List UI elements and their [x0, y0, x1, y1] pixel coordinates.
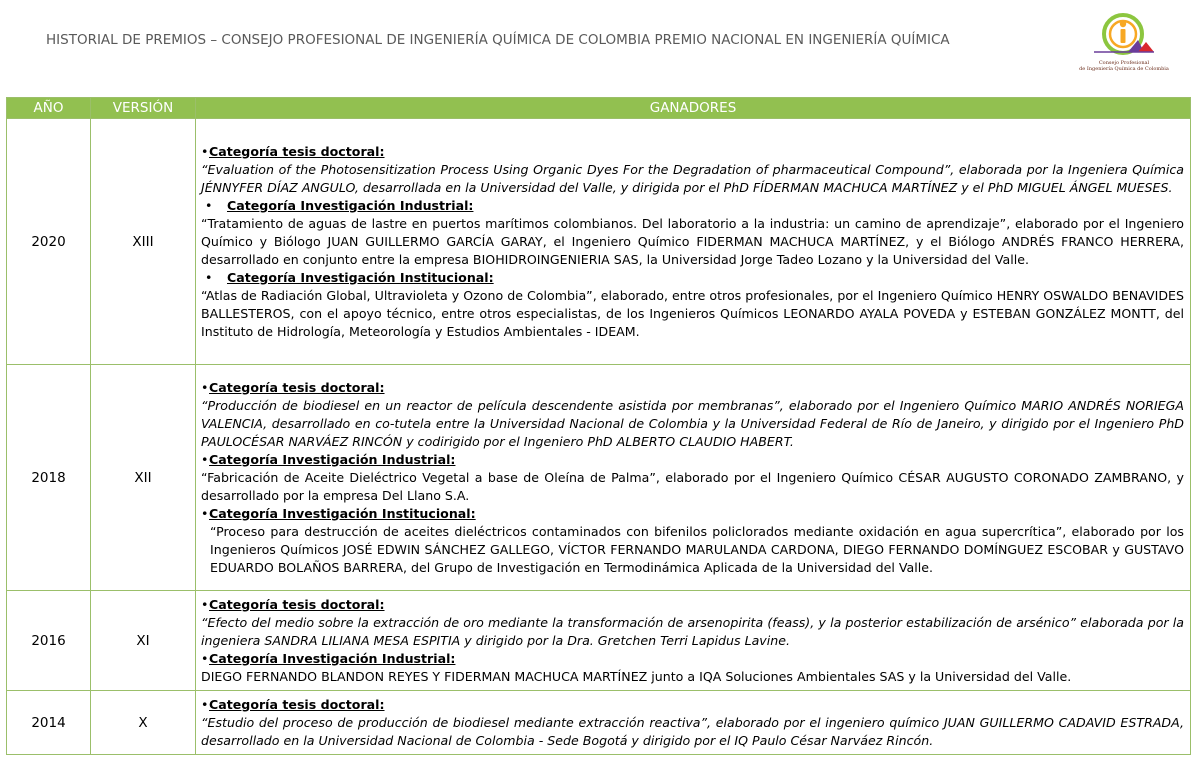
document-header — [0, 0, 1196, 96]
category-item — [201, 696, 1184, 750]
category-title: Categoría Investigación Industrial: — [227, 197, 474, 213]
category-item — [201, 596, 1184, 650]
bullet: • — [201, 505, 209, 521]
category-description: “Efecto del medio sobre la extracción de oro mediante la transformación de arsenopirita (feass), y la posterior estabilización de arsénico” elaborada por la ingeniera SANDRA LILIANA MESA ESPITIA y dirigido por la Dra. Gretchen Terri Lapidus Lavine. — [201, 614, 1184, 648]
year-cell: 2016 — [7, 591, 91, 691]
winners-cell — [196, 691, 1191, 755]
category-item — [201, 379, 1184, 451]
category-description: “Tratamiento de aguas de lastre en puertos marítimos colombianos. Del laboratorio a la industria: un camino de aprendizaje”, elaborado por el Ingeniero Químico y Biólogo JUAN GUILLERMO GARCÍA GARAY, el Ingeniero Químico FIDERMAN MACHUCA MARTÍNEZ, y el Biólogo ANDRÉS FRANCO HERRERA, desarrollado en conjunto entre la empresa BIOHIDROINGENIERIA SAS, la Universidad Jorge Tadeo Lozano y la Universidad del Valle. — [201, 215, 1184, 267]
category-item — [201, 269, 1184, 341]
year-cell: 2018 — [7, 365, 91, 591]
bullet: • — [201, 451, 209, 467]
category-description: “Producción de biodiesel en un reactor de película descendente asistida por membranas”, elaborado por el Ingeniero Químico MARIO ANDRÉS NORIEGA VALENCIA, desarrollado en co-tutela entre la Universidad Nacional de Colombia y la Universidad Federal de Río de Janeiro, y dirigido por el Ingeniero PhD PAULOCÉSAR NARVÁEZ RINCÓN y codirigido por el Ingeniero PhD ALBERTO CLAUDIO HABERT. — [201, 397, 1184, 449]
category-item — [201, 650, 1184, 686]
bullet: • — [201, 696, 209, 712]
bullet: • — [201, 596, 209, 612]
category-title: Categoría Investigación Industrial: — [209, 451, 456, 467]
category-title: Categoría Investigación Institucional: — [209, 505, 476, 521]
table-row — [7, 591, 1191, 691]
year-cell: 2020 — [7, 119, 91, 365]
category-title: Categoría tesis doctoral: — [209, 696, 385, 712]
cpiq-logo-icon — [1084, 12, 1164, 60]
winners-cell — [196, 365, 1191, 591]
bullet: • — [205, 269, 213, 285]
table-row — [7, 119, 1191, 365]
category-item — [201, 197, 1184, 269]
category-description: “Atlas de Radiación Global, Ultravioleta y Ozono de Colombia”, elaborado, entre otros profesionales, por el Ingeniero Químico HENRY OSWALDO BENAVIDES BALLESTEROS, con el apoyo técnico, entre otros especialistas, de los Ingenieros Químicos LEONARDO AYALA POVEDA y ESTEBAN GONZÁLEZ MONTT, del Instituto de Hidrología, Meteorología y Estudios Ambientales - IDEAM. — [201, 287, 1184, 339]
logo-text-line-1: Consejo Profesional — [1098, 60, 1150, 66]
category-title: Categoría tesis doctoral: — [209, 143, 385, 159]
document-title: HISTORIAL DE PREMIOS – CONSEJO PROFESIONAL DE INGENIERÍA QUÍMICA DE COLOMBIA PREMIO NACIONAL EN INGENIERÍA QUÍMICA — [46, 32, 950, 48]
category-description: DIEGO FERNANDO BLANDON REYES Y FIDERMAN MACHUCA MARTÍNEZ junto a IQA Soluciones Ambientales SAS y la Universidad del Valle. — [201, 668, 1072, 684]
bullet: • — [201, 650, 209, 666]
header-version: VERSIÓN — [91, 98, 196, 119]
category-description: “Proceso para destrucción de aceites dieléctricos contaminados con bifenilos policlorados mediante oxidación en agua supercrítica”, elaborado por los Ingenieros Químicos JOSÉ EDWIN SÁNCHEZ GALLEGO, VÍCTOR FERNANDO MARULANDA CARDONA, DIEGO FERNANDO DOMÍNGUEZ ESCOBAR y GUSTAVO EDUARDO BOLAÑOS BARRERA, del Grupo de Investigación en Termodinámica Aplicada de la Universidad del Valle. — [210, 523, 1184, 575]
category-item — [201, 451, 1184, 505]
winners-cell — [196, 119, 1191, 365]
cpiq-logo — [1068, 12, 1180, 80]
logo-text — [1068, 60, 1180, 72]
version-cell: XI — [91, 591, 196, 691]
bullet: • — [205, 197, 213, 213]
table-row — [7, 365, 1191, 591]
table-header-row — [7, 98, 1191, 119]
category-title: Categoría tesis doctoral: — [209, 596, 385, 612]
category-item — [201, 143, 1184, 197]
category-title: Categoría Investigación Institucional: — [227, 269, 494, 285]
winners-cell — [196, 591, 1191, 691]
awards-history-table — [6, 97, 1191, 755]
category-title: Categoría tesis doctoral: — [209, 379, 385, 395]
version-cell: XII — [91, 365, 196, 591]
version-cell: XIII — [91, 119, 196, 365]
header-winners: GANADORES — [196, 98, 1191, 119]
version-cell: X — [91, 691, 196, 755]
category-description: “Estudio del proceso de producción de biodiesel mediante extracción reactiva”, elaborado por el ingeniero químico JUAN GUILLERMO CADAVID ESTRADA, desarrollado en la Universidad Nacional de Colombia - Sede Bogotá y dirigido por el IQ Paulo César Narváez Rincón. — [201, 714, 1184, 748]
logo-text-line-2: de Ingeniería Química de Colombia — [1079, 66, 1169, 72]
table-row — [7, 691, 1191, 755]
category-description: “Evaluation of the Photosensitization Process Using Organic Dyes For the Degradation of pharmaceutical Compound”, elaborada por la Ingeniera Química JÉNNYFER DÍAZ ANGULO, desarrollada en la Universidad del Valle, y dirigida por el PhD FÍDERMAN MACHUCA MARTÍNEZ y el PhD MIGUEL ÁNGEL MUESES. — [201, 161, 1184, 195]
category-item — [201, 505, 1184, 577]
bullet: • — [201, 379, 209, 395]
bullet: • — [201, 143, 209, 159]
year-cell: 2014 — [7, 691, 91, 755]
category-title: Categoría Investigación Industrial: — [209, 650, 456, 666]
header-year: AÑO — [7, 98, 91, 119]
category-description: “Fabricación de Aceite Dieléctrico Vegetal a base de Oleína de Palma”, elaborado por el Ingeniero Químico CÉSAR AUGUSTO CORONADO ZAMBRANO, y desarrollado por la empresa Del Llano S.A. — [201, 469, 1184, 503]
